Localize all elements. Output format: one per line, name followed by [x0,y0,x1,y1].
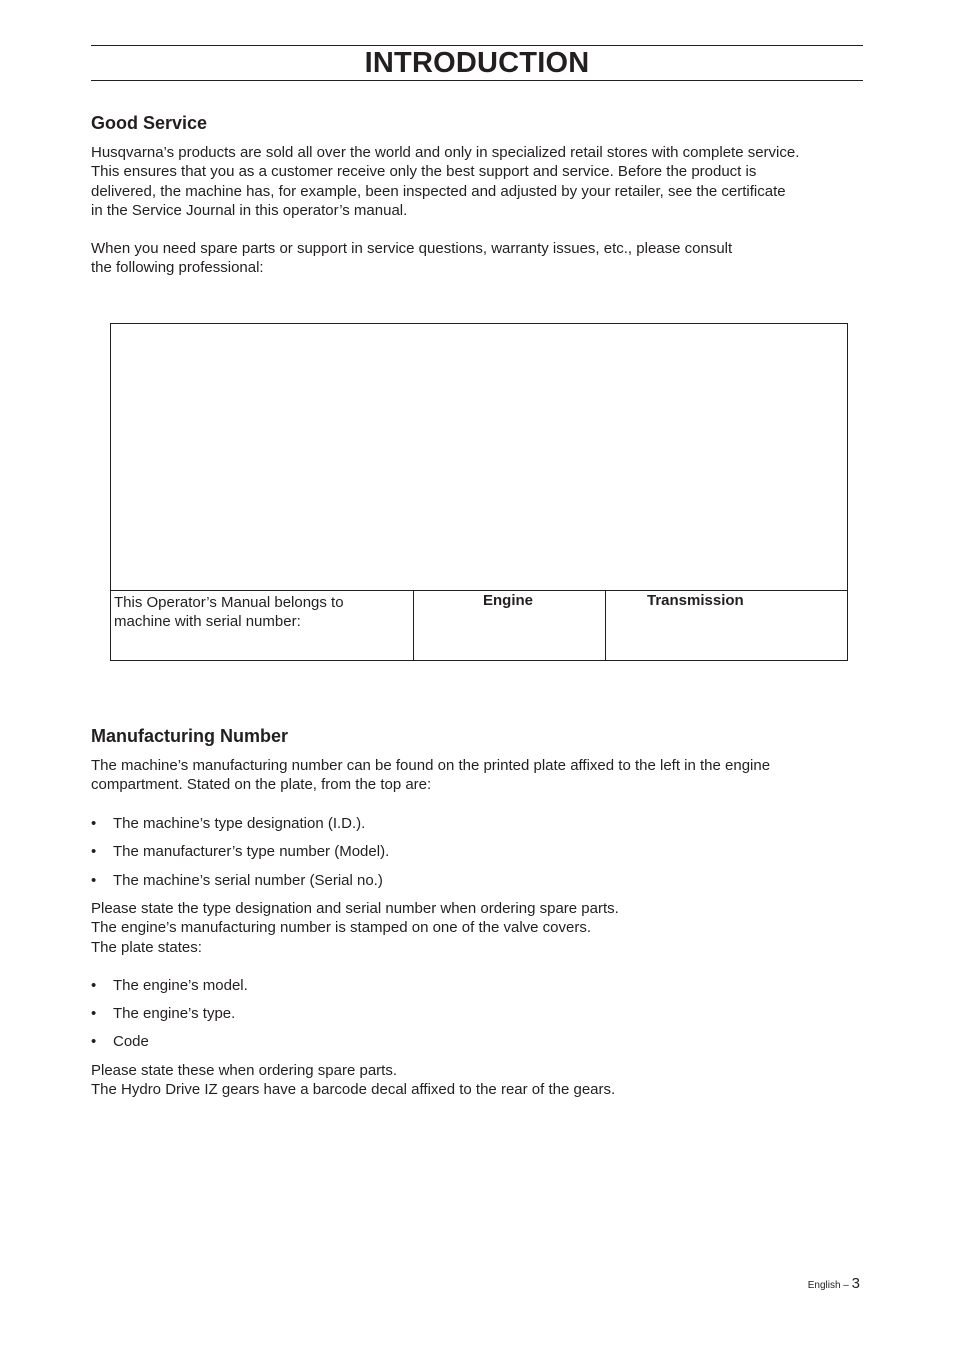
text-line: This Operator’s Manual belongs to [114,594,344,611]
text-line: delivered, the machine has, for example, been inspected and adjusted by your retailer, see the certificate [91,182,786,200]
good-service-paragraph-2 [91,239,861,278]
text-line: The plate states: [91,938,202,956]
title-band [91,45,863,81]
manufacturing-number-heading: Manufacturing Number [91,726,289,746]
list-item-text: The engine’s model. [113,977,248,994]
text-line: the following professional: [91,259,264,277]
text-line: Please state these when ordering spare parts. [91,1062,398,1079]
manufacturing-paragraph-3 [91,1061,861,1100]
bullet-icon: • [91,977,97,994]
text-line: in the Service Journal in this operator’s manual. [91,202,408,220]
text-line: The machine’s manufacturing number can be found on the printed plate affixed to the left in the engine [91,757,771,774]
text-line: When you need spare parts or support in service questions, warranty issues, etc., please consult [91,240,733,257]
serial-number-label [114,593,344,632]
good-service-paragraph-1 [91,143,861,221]
list-item-text: The manufacturer’s type number (Model). [113,843,390,860]
dealer-info-box [110,323,848,661]
text-line: The engine’s manufacturing number is stamped on one of the valve covers. [91,919,592,937]
page-title: INTRODUCTION [364,47,590,79]
box-divider [413,591,414,660]
box-divider [111,590,847,591]
footer-language: English – [807,1280,849,1291]
text-line: compartment. Stated on the plate, from the top are: [91,776,432,794]
text-line: This ensures that you as a customer receive only the best support and service. Before the product is [91,163,757,181]
good-service-heading: Good Service [91,113,208,133]
list-item-text: Code [113,1033,149,1050]
text-line: machine with serial number: [114,613,301,631]
engine-label: Engine [483,592,534,609]
list-item-text: The machine’s serial number (Serial no.) [113,872,383,889]
bullet-icon: • [91,1033,97,1050]
bullet-icon: • [91,843,97,860]
list-item-text: The machine’s type designation (I.D.). [113,815,366,832]
manufacturing-paragraph-1 [91,756,861,795]
manufacturing-paragraph-2 [91,899,861,957]
list-item-text: The engine’s type. [113,1005,236,1022]
bullet-icon: • [91,815,97,832]
page-footer [808,1275,860,1292]
transmission-label: Transmission [647,592,744,609]
box-divider [605,591,606,660]
text-line: Please state the type designation and serial number when ordering spare parts. [91,900,619,917]
bullet-icon: • [91,872,97,889]
page-number: 3 [851,1275,860,1292]
text-line: The Hydro Drive IZ gears have a barcode decal affixed to the rear of the gears. [91,1081,616,1099]
bullet-icon: • [91,1005,97,1022]
text-line: Husqvarna’s products are sold all over the world and only in specialized retail stores with complete service. [91,144,800,161]
